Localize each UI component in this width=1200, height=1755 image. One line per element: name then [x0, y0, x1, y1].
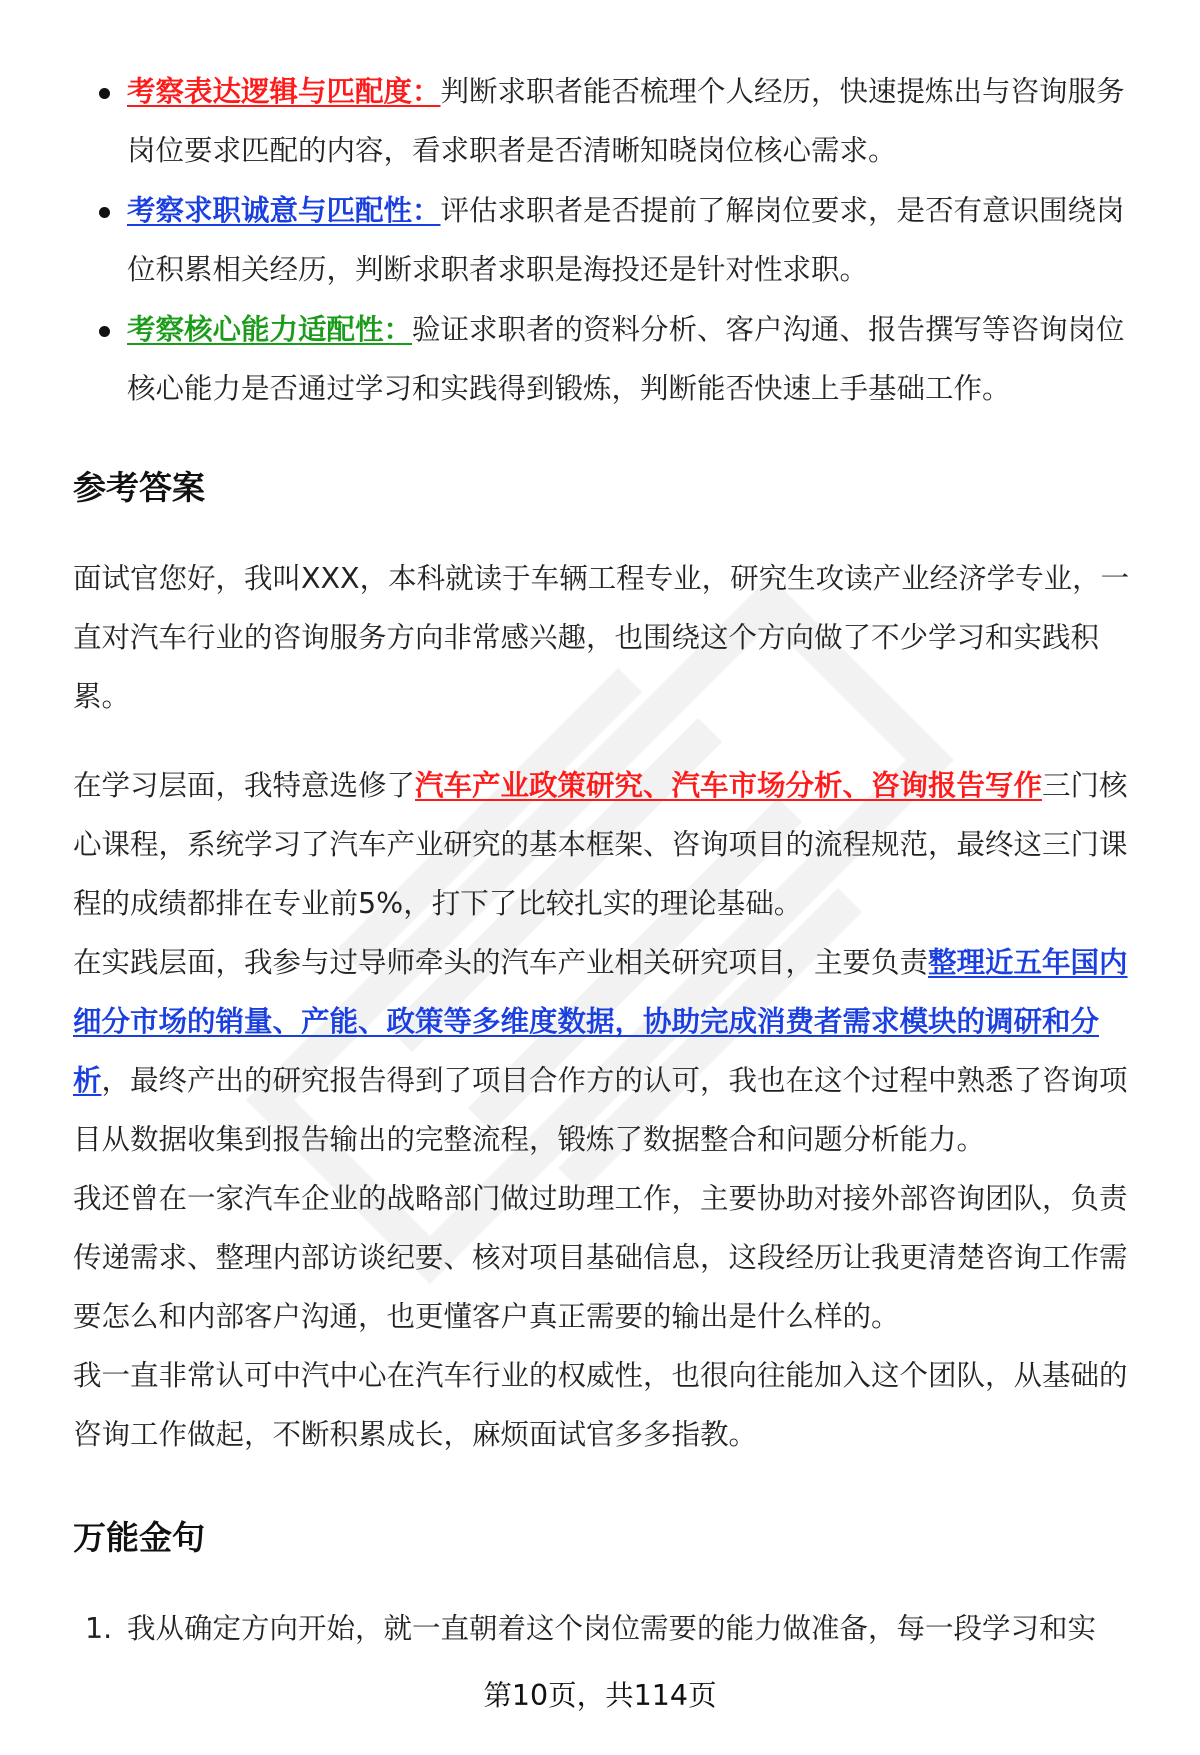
course-highlight: 汽车产业政策研究、汽车市场分析、咨询报告写作	[415, 769, 1043, 802]
bullet-text: 判断求职者能否梳理个人经历，快速提炼出与咨询服务岗位要求匹配的内容，看求职者是否清晰知晓岗位核心需求。	[127, 75, 1125, 167]
bullet-item	[73, 62, 1143, 180]
answer-section-title: 参考答案	[73, 468, 205, 507]
answer-paragraph-intro: 面试官您好，我叫XXX，本科就读于车辆工程专业，研究生攻读产业经济学专业，一直对汽车行业的咨询服务方向非常感兴趣，也围绕这个方向做了不少学习和实践积累。	[73, 562, 1130, 713]
bullet-item	[73, 300, 1143, 418]
list-item-text: 我从确定方向开始，就一直朝着这个岗位需要的能力做准备，每一段学习和实	[127, 1612, 1097, 1645]
paragraph-text: 在学习层面，我特意选修了	[73, 769, 416, 802]
bullet-dot-icon	[99, 326, 110, 337]
paragraph-text: 在实践层面，我参与过导师牵头的汽车产业相关研究项目，主要负责	[73, 946, 929, 979]
paragraph-text: 三门核心课程，系统学习了汽车产业研究的基本框架、咨询项目的流程规范，最终这三门课程的成绩都排在专业前5%，打下了比较扎实的理论基础。	[73, 769, 1128, 920]
answer-paragraph-closing: 我一直非常认可中汽中心在汽车行业的权威性，也很向往能加入这个团队，从基础的咨询工作做起，不断积累成长，麻烦面试官多多指教。	[73, 1359, 1128, 1451]
bullet-text: 验证求职者的资料分析、客户沟通、报告撰写等咨询岗位核心能力是否通过学习和实践得到锻炼，判断能否快速上手基础工作。	[127, 313, 1125, 405]
bullet-item	[73, 181, 1143, 299]
golden-section-title: 万能金句	[73, 1518, 205, 1557]
responsibility-highlight: 整理近五年国内细分市场的销量、产能、政策等多维度数据，协助完成消费者需求模块的调研和分析	[73, 946, 1128, 1097]
bullet-dot-icon	[99, 207, 110, 218]
golden-list-item	[73, 1599, 1143, 1658]
bullet-lead: 考察表达逻辑与匹配度：	[127, 75, 441, 108]
answer-paragraph-study	[73, 756, 1143, 933]
bullet-lead: 考察核心能力适配性：	[127, 313, 413, 346]
bullet-list	[73, 62, 1143, 418]
bullet-lead: 考察求职诚意与匹配性：	[127, 194, 441, 227]
bullet-dot-icon	[99, 88, 110, 99]
list-number: 1.	[85, 1612, 113, 1645]
main-content	[73, 62, 1143, 1658]
page-footer: 第10页，共114页	[483, 1679, 717, 1712]
answer-paragraph-practice	[73, 933, 1143, 1169]
answer-paragraph-internship: 我还曾在一家汽车企业的战略部门做过助理工作，主要协助对接外部咨询团队，负责传递需求、整理内部访谈纪要、核对项目基础信息，这段经历让我更清楚咨询工作需要怎么和内部客户沟通，也更懂客户真正需要的输出是什么样的。	[73, 1182, 1128, 1333]
paragraph-text: ，最终产出的研究报告得到了项目合作方的认可，我也在这个过程中熟悉了咨询项目从数据收集到报告输出的完整流程，锻炼了数据整合和问题分析能力。	[73, 1064, 1128, 1156]
bullet-text: 评估求职者是否提前了解岗位要求，是否有意识围绕岗位积累相关经历，判断求职者求职是海投还是针对性求职。	[127, 194, 1125, 286]
